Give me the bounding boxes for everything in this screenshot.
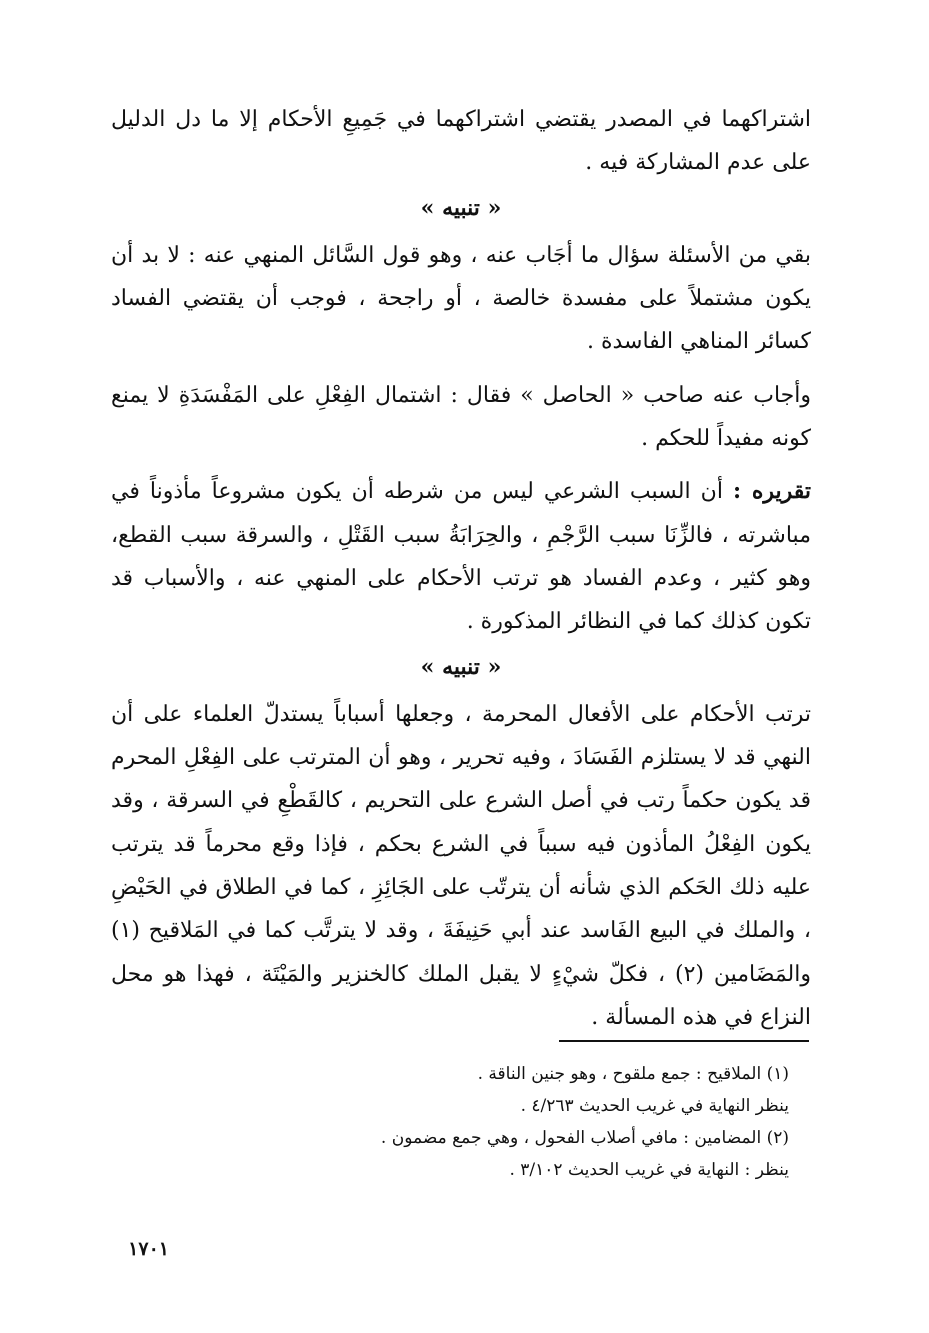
footnote-divider [559,1040,809,1042]
paragraph-explanation [111,470,811,643]
footnote-2-reference: ينظر : النهاية في غريب الحديث ٣/١٠٢ . [509,1160,789,1180]
explanation-lead: تقريره : [732,478,811,505]
main-text [111,98,811,1039]
paragraph-answer: وأجاب عنه صاحب « الحاصل » فقال : اشتمال الفِعْلِ على المَفْسَدَةِ لا يمنع كونه مفيداً للحكم . [111,382,811,452]
paragraph-continuation: اشتراكهما في المصدر يقتضي اشتراكهما في جَمِيعِ الأحكام إلا ما دل الدليل على عدم المشاركة فيه . [111,107,811,176]
paragraph-rulings: ترتب الأحكام على الأفعال المحرمة ، وجعلها أسباباً يستدلّ العلماء على أن النهي قد لا يستلزم الفَسَادَ ، وفيه تحرير ، وهو أن المترتب على الفِعْلِ المحرم قد يكون حكماً رتب في أصل الشرع على التحريم ، كالقَطْعِ في السرقة ، وقد يكون الفِعْلُ المأذون فيه سبباً في الشرع بحكم ، فإذا وقع محرماً قد يترتب عليه ذلك الحَكم الذي شأنه أن يترتّب على الجَائِزِ ، كما في الطلاق في الحَيْضِ ، والملك في البيع الفَاسد عند أبي حَنِيفَةَ ، وقد لا يترتَّب كما في المَلاقيح (١) والمَضَامين (٢) ، فكلّ شيْءٍ لا يقبل الملك كالخنزير والمَيْتَة ، فهذا هو محل النزاع في هذه المسألة . [111,701,811,1030]
section-heading-tanbih-1: « تنبيه » [420,194,502,221]
explanation-body: أن السبب الشرعي ليس من شرطه أن يكون مشروعاً مأذوناً في مباشرته ، فالزِّنَا سبب الرَّجْمِ ، والحِرَابَةُ سبب القَتْلِ ، والسرقة سبب القطع، وهو كثير ، وعدم الفساد هو ترتب الأحكام على المنهي عنه ، والأسباب قد تكون كذلك كما في النظائر المذكورة . [111,479,811,635]
page-number: ١٧٠١ [128,1238,169,1260]
paragraph-question: بقي من الأسئلة سؤال ما أجَاب عنه ، وهو قول السَّائل المنهي عنه : لا بد أن يكون مشتملاً على مفسدة خالصة ، أو راجحة ، فوجب أن يقتضي الفساد كسائر المناهي الفاسدة . [111,242,811,355]
footnote-2: (٢) المضامين : مافي أصلاب الفحول ، وهي جمع مضمون . [380,1128,789,1148]
footnote-1-reference: ينظر النهاية في غريب الحديث ٤/٢٦٣ . [520,1096,789,1116]
footnotes [169,1058,789,1186]
footnote-1: (١) الملاقيح : جمع ملقوح ، وهو جنين الناقة . [477,1064,789,1084]
section-heading-tanbih-2: « تنبيه » [420,653,502,680]
